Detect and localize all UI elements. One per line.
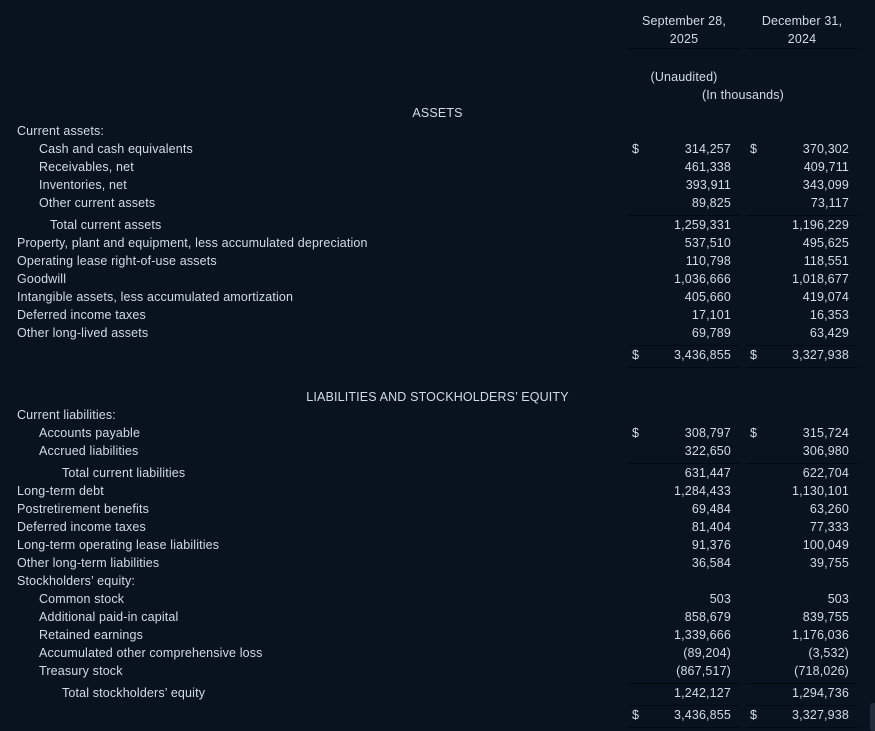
section-heading: ASSETS: [412, 106, 463, 120]
value: 393,911: [685, 178, 731, 192]
row-label: Deferred income taxes: [17, 520, 146, 534]
in-thousands-row: [0, 86, 875, 104]
row-label: Property, plant and equipment, less accumulated depreciation: [17, 236, 368, 250]
value-col1: [628, 646, 740, 660]
in-thousands-note: (In thousands): [701, 88, 784, 102]
value-col1: [628, 290, 740, 304]
value-columns: [628, 326, 858, 340]
table-row: [0, 346, 875, 364]
value: 16,353: [809, 308, 849, 322]
value: 89,825: [691, 196, 731, 210]
table-row: [0, 644, 875, 662]
value: 1,036,666: [674, 272, 731, 286]
table-row: [0, 176, 875, 194]
value-columns: [628, 484, 858, 498]
rule-row: [0, 364, 875, 368]
value-col1: [628, 502, 740, 516]
period-2-line2: 2024: [787, 32, 817, 46]
row-label: Long-term operating lease liabilities: [17, 538, 220, 552]
value: 419,074: [802, 290, 849, 304]
value: (867,517): [676, 664, 731, 678]
value-col1: [628, 178, 740, 192]
value: 91,376: [691, 538, 731, 552]
period-1-line2: 2025: [669, 32, 699, 46]
table-row: [0, 662, 875, 680]
value-columns: [628, 426, 858, 440]
value-columns: [628, 254, 858, 268]
value-col1: [628, 610, 740, 624]
table-row: [0, 234, 875, 252]
row-label: Intangible assets, less accumulated amortization: [17, 290, 294, 304]
table-row: [0, 518, 875, 536]
value-col1: [628, 592, 740, 606]
value-col1: [628, 236, 740, 250]
value: 1,242,127: [674, 686, 731, 700]
table-row: [0, 554, 875, 572]
table-row: [0, 270, 875, 288]
value-col2: [746, 254, 858, 268]
rule-line-col1: [628, 724, 740, 728]
row-label: Total current liabilities: [62, 466, 186, 480]
value-col2: [746, 326, 858, 340]
rule-line-col1: [628, 702, 740, 706]
value: 63,429: [809, 326, 849, 340]
value-col2: [746, 686, 858, 700]
value: 322,650: [684, 444, 731, 458]
statement-rows: [0, 104, 875, 728]
value: 1,018,677: [792, 272, 849, 286]
value: 503: [709, 592, 731, 606]
dollar-sign: $: [750, 348, 758, 362]
table-row: [0, 464, 875, 482]
row-label: Accounts payable: [39, 426, 141, 440]
header-spacer: [0, 12, 628, 49]
table-row: [0, 684, 875, 702]
row-label: Common stock: [39, 592, 125, 606]
row-label: Other long-lived assets: [17, 326, 149, 340]
row-label: Postretirement benefits: [17, 502, 149, 516]
value-columns: [628, 708, 858, 722]
period-header-row: [0, 12, 875, 49]
table-row: [0, 122, 875, 140]
value-col2: [746, 178, 858, 192]
value-columns: [628, 178, 858, 192]
rule-row: [0, 724, 875, 728]
value-col2: [746, 664, 858, 678]
value-col1: [628, 664, 740, 678]
rule-row: [0, 342, 875, 346]
value-col1: [628, 326, 740, 340]
rule-line-col1: [628, 680, 740, 684]
value-columns: [628, 142, 858, 156]
value-col2: [746, 592, 858, 606]
value-columns: [628, 290, 858, 304]
value-col1: [628, 308, 740, 322]
value-col1: [628, 538, 740, 552]
table-row: [0, 324, 875, 342]
value-columns: [628, 272, 858, 286]
value: 3,436,855: [674, 708, 731, 722]
rule-line-col2: [746, 724, 858, 728]
row-label: Goodwill: [17, 272, 67, 286]
value-col2: [746, 520, 858, 534]
dollar-sign: $: [632, 142, 640, 156]
rule-line-col2: [746, 212, 858, 216]
table-row: [0, 482, 875, 500]
rule-line-col2: [746, 460, 858, 464]
value-columns: [628, 236, 858, 250]
value-col2: [746, 502, 858, 516]
value: 306,980: [802, 444, 849, 458]
column-header-period-2: [746, 12, 858, 49]
value-columns: [628, 218, 858, 232]
value-col1: [628, 142, 740, 156]
table-row: [0, 500, 875, 518]
value-col2: [746, 160, 858, 174]
table-row: [0, 626, 875, 644]
value-columns: [628, 502, 858, 516]
value-col1: [628, 628, 740, 642]
table-row: [0, 216, 875, 234]
value-col1: [628, 272, 740, 286]
row-label: Additional paid-in capital: [39, 610, 179, 624]
value: 1,130,101: [792, 484, 849, 498]
rule-line-col1: [628, 212, 740, 216]
value-col1: [628, 686, 740, 700]
value-col1: [628, 556, 740, 570]
value: 110,798: [685, 254, 731, 268]
period-2-line1: December 31,: [761, 14, 843, 28]
value-col1: [628, 218, 740, 232]
value: 858,679: [684, 610, 731, 624]
value-columns: [628, 664, 858, 678]
value: 36,584: [691, 556, 731, 570]
value: (3,532): [808, 646, 849, 660]
unaudited-note: (Unaudited): [650, 70, 718, 84]
row-label: Accumulated other comprehensive loss: [39, 646, 263, 660]
value-columns: [628, 520, 858, 534]
rule-row: [0, 680, 875, 684]
row-label: Total stockholders’ equity: [62, 686, 206, 700]
dollar-sign: $: [750, 708, 758, 722]
value: 118,551: [803, 254, 849, 268]
value-col2: [746, 218, 858, 232]
row-label: Long-term debt: [17, 484, 104, 498]
row-label: Current liabilities:: [17, 408, 116, 422]
value-col2: [746, 484, 858, 498]
dollar-sign: $: [632, 348, 640, 362]
value-col2: [746, 610, 858, 624]
value-col1: [628, 426, 740, 440]
value: 81,404: [691, 520, 731, 534]
section-heading: LIABILITIES AND STOCKHOLDERS’ EQUITY: [306, 390, 569, 404]
table-row: [0, 288, 875, 306]
value-columns: [628, 466, 858, 480]
value-col2: [746, 628, 858, 642]
table-row: [0, 706, 875, 724]
value: 308,797: [684, 426, 731, 440]
row-label: Total current assets: [50, 218, 162, 232]
table-row: [0, 442, 875, 460]
rule-row: [0, 702, 875, 706]
rule-line-col2: [746, 342, 858, 346]
value: 73,117: [810, 196, 849, 210]
row-label: Current assets:: [17, 124, 105, 138]
table-row: [0, 306, 875, 324]
value-columns: [628, 348, 858, 362]
rule-line-col2: [746, 680, 858, 684]
value-columns: [628, 646, 858, 660]
value: 77,333: [809, 520, 849, 534]
row-label: Deferred income taxes: [17, 308, 146, 322]
value: 63,260: [809, 502, 849, 516]
value-col2: [746, 196, 858, 210]
value: 17,101: [691, 308, 731, 322]
row-label: Operating lease right-of-use assets: [17, 254, 217, 268]
table-row: [0, 406, 875, 424]
value: 537,510: [684, 236, 731, 250]
value-columns: [628, 308, 858, 322]
value-col2: [746, 444, 858, 458]
table-row: [0, 590, 875, 608]
table-row: [0, 252, 875, 270]
row-label: Retained earnings: [39, 628, 144, 642]
rule-line-col1: [628, 460, 740, 464]
section-heading-row: [0, 388, 875, 406]
rule-line-col1: [628, 342, 740, 346]
row-label: Other long-term liabilities: [17, 556, 160, 570]
value-col2: [746, 290, 858, 304]
table-row: [0, 158, 875, 176]
value-col1: [628, 484, 740, 498]
value-col1: [628, 160, 740, 174]
value: 622,704: [802, 466, 849, 480]
row-label: Receivables, net: [39, 160, 134, 174]
value-col2: [746, 348, 858, 362]
value: 461,338: [684, 160, 731, 174]
value-col1: [628, 348, 740, 362]
value-columns: [628, 628, 858, 642]
value-columns: [628, 686, 858, 700]
value: 315,724: [802, 426, 849, 440]
rule-line-col2: [746, 702, 858, 706]
value: 3,436,855: [674, 348, 731, 362]
rule-row: [0, 212, 875, 216]
value: 409,711: [803, 160, 849, 174]
value-columns: [628, 592, 858, 606]
row-label: Inventories, net: [39, 178, 127, 192]
value-columns: [628, 610, 858, 624]
rule-row: [0, 460, 875, 464]
value-col2: [746, 708, 858, 722]
value-col2: [746, 426, 858, 440]
value-col1: [628, 254, 740, 268]
value-col2: [746, 556, 858, 570]
value-col2: [746, 538, 858, 552]
value-col2: [746, 142, 858, 156]
unaudited-row: [0, 68, 875, 86]
period-1-line1: September 28,: [642, 14, 726, 28]
value: 1,284,433: [674, 484, 731, 498]
dollar-sign: $: [750, 426, 758, 440]
value: 495,625: [802, 236, 849, 250]
dollar-sign: $: [632, 708, 640, 722]
value: (89,204): [683, 646, 731, 660]
table-row: [0, 140, 875, 158]
value-col2: [746, 236, 858, 250]
table-row: [0, 424, 875, 442]
vertical-scrollbar-thumb[interactable]: [870, 703, 875, 731]
value: (718,026): [794, 664, 849, 678]
value-columns: [628, 538, 858, 552]
value-col1: [628, 708, 740, 722]
value: 314,257: [684, 142, 731, 156]
value: 343,099: [802, 178, 849, 192]
row-label: Treasury stock: [39, 664, 123, 678]
value-col2: [746, 272, 858, 286]
value: 503: [827, 592, 849, 606]
value-col1: [628, 444, 740, 458]
table-row: [0, 572, 875, 590]
value: 1,259,331: [674, 218, 731, 232]
value-col1: [628, 196, 740, 210]
value-col1: [628, 466, 740, 480]
dollar-sign: $: [632, 426, 640, 440]
value: 39,755: [809, 556, 849, 570]
section-heading-row: [0, 104, 875, 122]
value: 1,176,036: [792, 628, 849, 642]
row-label: Other current assets: [39, 196, 156, 210]
table-row: [0, 194, 875, 212]
value: 3,327,938: [792, 708, 849, 722]
value: 100,049: [802, 538, 849, 552]
row-label: Stockholders’ equity:: [17, 574, 136, 588]
value: 405,660: [684, 290, 731, 304]
table-row: [0, 608, 875, 626]
value: 1,294,736: [792, 686, 849, 700]
value-col1: [628, 520, 740, 534]
rule-line-col1: [628, 364, 740, 368]
value-col2: [746, 466, 858, 480]
value: 839,755: [802, 610, 849, 624]
value-col2: [746, 308, 858, 322]
rule-line-col2: [746, 364, 858, 368]
value-columns: [628, 196, 858, 210]
value: 1,339,666: [674, 628, 731, 642]
value: 370,302: [802, 142, 849, 156]
value-columns: [628, 160, 858, 174]
value: 69,484: [691, 502, 731, 516]
value: 1,196,229: [792, 218, 849, 232]
row-label: Accrued liabilities: [39, 444, 139, 458]
value: 631,447: [684, 466, 731, 480]
value-columns: [628, 556, 858, 570]
dollar-sign: $: [750, 142, 758, 156]
value: 3,327,938: [792, 348, 849, 362]
value-columns: [628, 444, 858, 458]
value: 69,789: [691, 326, 731, 340]
value-col2: [746, 646, 858, 660]
row-label: Cash and cash equivalents: [39, 142, 193, 156]
table-row: [0, 536, 875, 554]
column-header-period-1: [628, 12, 740, 49]
